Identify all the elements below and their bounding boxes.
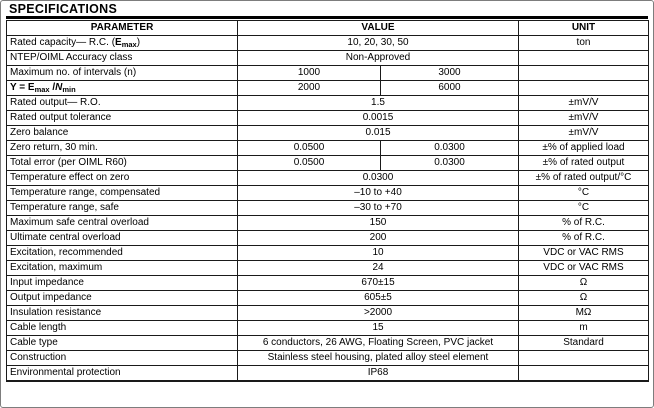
unit-cell: VDC or VAC RMS — [519, 246, 649, 261]
value-cell: 670±15 — [238, 276, 519, 291]
unit-cell — [519, 81, 649, 96]
parameter-cell: Cable length — [7, 321, 238, 336]
unit-cell: °C — [519, 201, 649, 216]
value-cell: 6 conductors, 26 AWG, Floating Screen, PVC jacket — [238, 336, 519, 351]
parameter-cell: Temperature range, compensated — [7, 186, 238, 201]
value-cell: 0.0015 — [238, 111, 519, 126]
table-row — [7, 186, 649, 201]
table-row — [7, 171, 649, 186]
table-row — [7, 366, 649, 382]
parameter-cell: Insulation resistance — [7, 306, 238, 321]
value-cell: 10, 20, 30, 50 — [238, 36, 519, 51]
value-cell: 2000 — [238, 81, 381, 96]
table-row — [7, 111, 649, 126]
unit-cell: VDC or VAC RMS — [519, 261, 649, 276]
table-row — [7, 51, 649, 66]
spec-table-body — [7, 36, 649, 382]
unit-cell — [519, 66, 649, 81]
table-row — [7, 336, 649, 351]
value-cell: 15 — [238, 321, 519, 336]
table-row — [7, 261, 649, 276]
parameter-cell: Output impedance — [7, 291, 238, 306]
table-row — [7, 276, 649, 291]
unit-cell: Ω — [519, 276, 649, 291]
unit-cell: ±mV/V — [519, 126, 649, 141]
table-row — [7, 96, 649, 111]
unit-cell: Standard — [519, 336, 649, 351]
parameter-cell: $Y = E_{max}$ $/N_{min}$ — [7, 81, 238, 96]
value-cell: 24 — [238, 261, 519, 276]
unit-cell: ±% of rated output — [519, 156, 649, 171]
table-row — [7, 156, 649, 171]
unit-cell: % of R.C. — [519, 231, 649, 246]
unit-cell — [519, 351, 649, 366]
column-header-value: VALUE — [238, 21, 519, 36]
unit-cell: ±% of rated output/°C — [519, 171, 649, 186]
table-row — [7, 291, 649, 306]
unit-cell: Ω — [519, 291, 649, 306]
unit-cell: ±mV/V — [519, 96, 649, 111]
parameter-cell: Rated output— R.O. — [7, 96, 238, 111]
value-cell: 0.0300 — [238, 171, 519, 186]
value-cell: IP68 — [238, 366, 519, 382]
column-header-parameter: PARAMETER — [7, 21, 238, 36]
unit-cell: m — [519, 321, 649, 336]
value-cell: 1000 — [238, 66, 381, 81]
table-row — [7, 351, 649, 366]
value-cell: Stainless steel housing, plated alloy steel element — [238, 351, 519, 366]
parameter-cell: Environmental protection — [7, 366, 238, 382]
value-cell: 0.0300 — [381, 156, 519, 171]
parameter-cell: Maximum no. of intervals (n) — [7, 66, 238, 81]
parameter-cell: Temperature range, safe — [7, 201, 238, 216]
unit-cell — [519, 51, 649, 66]
table-row — [7, 36, 649, 51]
value-cell: 0.0500 — [238, 156, 381, 171]
value-cell: 200 — [238, 231, 519, 246]
page-title: SPECIFICATIONS — [9, 2, 118, 16]
table-row — [7, 306, 649, 321]
value-cell: >2000 — [238, 306, 519, 321]
value-cell: 3000 — [381, 66, 519, 81]
value-cell: –10 to +40 — [238, 186, 519, 201]
table-row — [7, 231, 649, 246]
table-row — [7, 66, 649, 81]
unit-cell: ±% of applied load — [519, 141, 649, 156]
column-header-unit: UNIT — [519, 21, 649, 36]
value-cell: 6000 — [381, 81, 519, 96]
table-row — [7, 141, 649, 156]
value-cell: 0.015 — [238, 126, 519, 141]
table-row — [7, 201, 649, 216]
table-row — [7, 246, 649, 261]
parameter-cell: Construction — [7, 351, 238, 366]
table-row — [7, 321, 649, 336]
table-row — [7, 216, 649, 231]
title-rule — [6, 16, 648, 19]
parameter-cell: Excitation, recommended — [7, 246, 238, 261]
value-cell: Non-Approved — [238, 51, 519, 66]
unit-cell: ±mV/V — [519, 111, 649, 126]
specifications-table — [6, 20, 649, 382]
unit-cell: MΩ — [519, 306, 649, 321]
value-cell: 10 — [238, 246, 519, 261]
value-cell: –30 to +70 — [238, 201, 519, 216]
parameter-cell: Zero return, 30 min. — [7, 141, 238, 156]
value-cell: 0.0300 — [381, 141, 519, 156]
value-cell: 150 — [238, 216, 519, 231]
unit-cell — [519, 366, 649, 382]
parameter-cell: Temperature effect on zero — [7, 171, 238, 186]
parameter-cell: Maximum safe central overload — [7, 216, 238, 231]
parameter-cell: Cable type — [7, 336, 238, 351]
parameter-cell: Rated output tolerance — [7, 111, 238, 126]
unit-cell: ton — [519, 36, 649, 51]
parameter-cell: Excitation, maximum — [7, 261, 238, 276]
parameter-cell: Input impedance — [7, 276, 238, 291]
table-header-row — [7, 21, 649, 36]
unit-cell: % of R.C. — [519, 216, 649, 231]
parameter-cell: NTEP/OIML Accuracy class — [7, 51, 238, 66]
value-cell: 605±5 — [238, 291, 519, 306]
table-row — [7, 126, 649, 141]
value-cell: 0.0500 — [238, 141, 381, 156]
parameter-cell: Rated capacity— R.C. $(E_{max})$ — [7, 36, 238, 51]
parameter-cell: Ultimate central overload — [7, 231, 238, 246]
parameter-cell: Zero balance — [7, 126, 238, 141]
value-cell: 1.5 — [238, 96, 519, 111]
parameter-cell: Total error (per OIML R60) — [7, 156, 238, 171]
unit-cell: °C — [519, 186, 649, 201]
table-row — [7, 81, 649, 96]
